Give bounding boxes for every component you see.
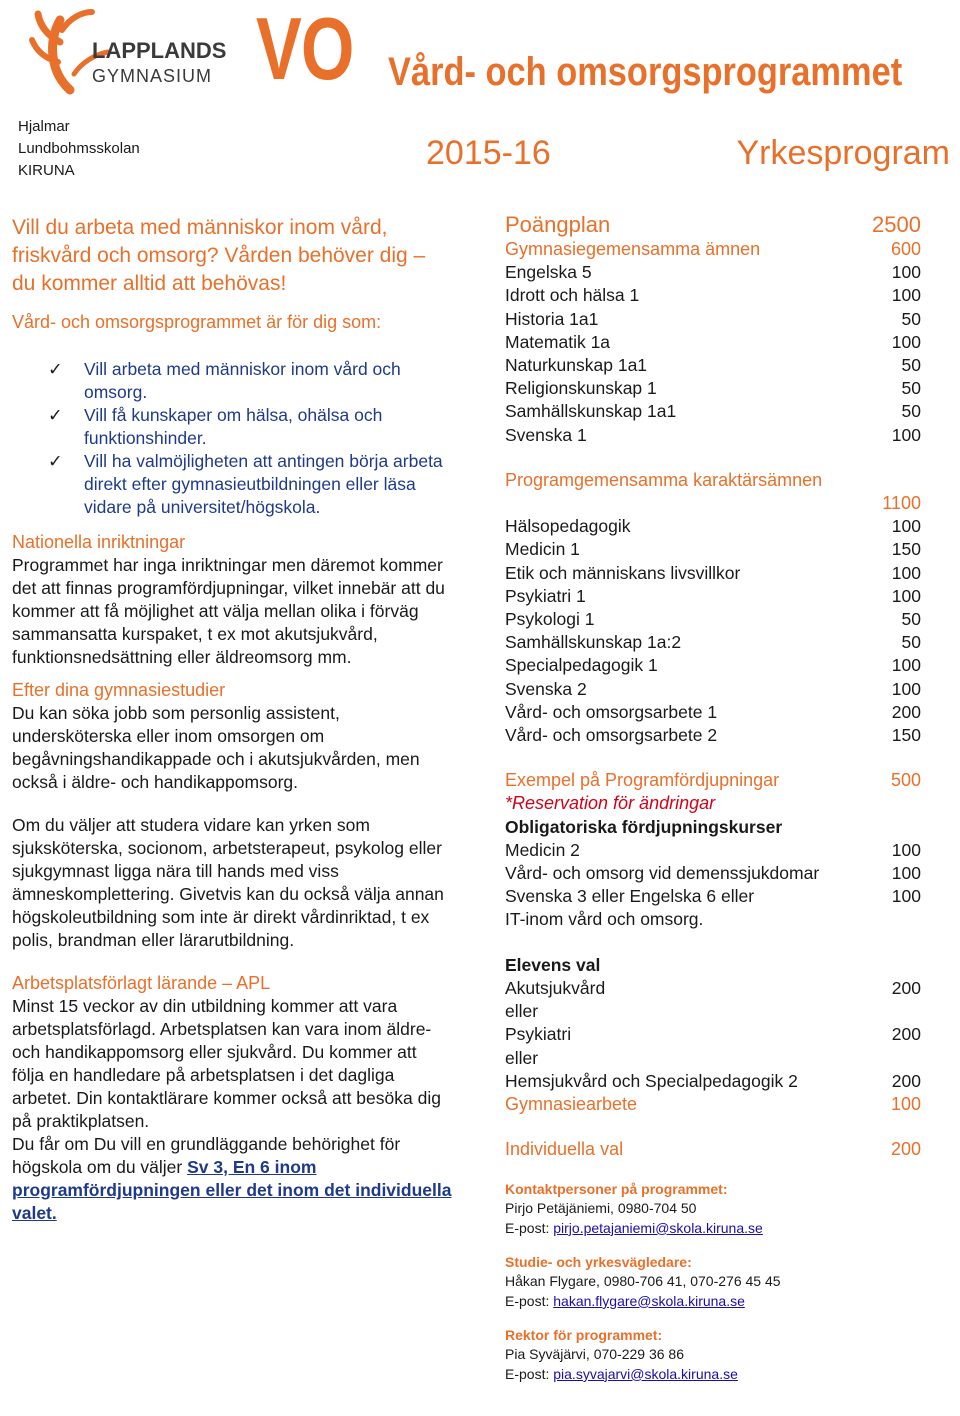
- list-item-text: Vill arbeta med människor inom vård och omsorg.: [84, 359, 401, 402]
- course-name: Psykiatri 1: [505, 585, 586, 606]
- course-name: Svenska 3 eller Engelska 6 eller: [505, 886, 755, 907]
- gymarb-points: 100: [890, 1093, 921, 1114]
- ex-course-list: [505, 839, 921, 932]
- course-row: [505, 908, 921, 931]
- course-name: Religionskunskap 1: [505, 378, 657, 399]
- section-text-apl: Minst 15 veckor av din utbildning kommer att vara arbetsplatsförlagd. Arbetsplatsen kan vara inom äldre- och handikappomsorg eller sjukvård. Du kommer att följa en handledare på arbetsplatsen i det dagliga arbetet. Din kontaktlärare kommer också att besöka dig på praktikplatsen.: [12, 996, 441, 1131]
- program-code: VO: [256, 0, 354, 98]
- section-text-further-studies: Om du väljer att studera vidare kan yrken som sjuksköterska, socionom, arbetsterapeut, psykolog eller sjukgymnast ligga nära till hands med viss ämneskomplettering. Givetvis kan du också välja annan högskoleutbildning som inte är direkt vårdinriktad, t ex polis, brandman eller lärarutbildning.: [12, 815, 444, 950]
- course-name: Matematik 1a: [505, 331, 611, 352]
- contact-block: [505, 1179, 921, 1238]
- course-row: [505, 678, 921, 701]
- course-points: 200: [891, 1024, 921, 1045]
- course-row: [505, 977, 921, 1000]
- contact-email-row: [505, 1365, 921, 1385]
- course-points: 100: [891, 886, 921, 907]
- school-name: [18, 116, 140, 182]
- list-item: [12, 450, 452, 519]
- list-item: [12, 358, 452, 404]
- gym-header: [505, 238, 921, 261]
- contact-line: Pirjo Petäjäniemi, 0980-704 50: [505, 1200, 697, 1217]
- course-row: [505, 562, 921, 585]
- section-heading-apl: Arbetsplatsförlagt lärande – APL: [12, 973, 271, 993]
- course-name: Medicin 1: [505, 539, 580, 560]
- gym-course-list: [505, 261, 921, 447]
- logo-line2: GYMNASIUM: [92, 66, 213, 86]
- email-link[interactable]: pia.syvajarvi@skola.kiruna.se: [553, 1365, 738, 1382]
- contact-heading: Studie- och yrkesvägledare:: [505, 1254, 692, 1271]
- course-name: IT-inom vård och omsorg.: [505, 909, 704, 930]
- course-name: Akutsjukvård: [505, 977, 606, 998]
- course-row: [505, 1000, 921, 1023]
- contact-block: [505, 1325, 921, 1384]
- reservation-text: *Reservation för ändringar: [505, 793, 716, 814]
- prog-total-row: [505, 492, 921, 515]
- email-link[interactable]: pirjo.petajaniemi@skola.kiruna.se: [553, 1219, 763, 1236]
- intro-text: Vill du arbeta med människor inom vård, friskvård och omsorg? Vården behöver dig – du kommer alltid att behövas!: [12, 216, 426, 295]
- list-item: [12, 404, 452, 450]
- elev-label: Elevens val: [505, 954, 601, 975]
- antler-logo-icon: [30, 2, 227, 102]
- course-name: Specialpedagogik 1: [505, 655, 658, 676]
- checkmark-icon: ✓: [48, 359, 63, 379]
- course-row: [505, 284, 921, 307]
- ex-total: 500: [890, 770, 921, 791]
- contact-email-row: [505, 1292, 921, 1312]
- course-row: [505, 308, 921, 331]
- course-points: 50: [901, 401, 921, 422]
- points-plan-header: [505, 212, 921, 238]
- gymarb-row: [505, 1093, 921, 1116]
- course-points: 150: [891, 539, 921, 560]
- school-line: Hjalmar: [18, 118, 70, 135]
- course-points: 100: [891, 331, 921, 352]
- program-title: Vård- och omsorgsprogrammet: [388, 50, 903, 94]
- course-points: 100: [891, 839, 921, 860]
- course-points: 50: [901, 355, 921, 376]
- course-points: 100: [891, 655, 921, 676]
- course-points: 100: [891, 562, 921, 583]
- course-row: [505, 424, 921, 447]
- gymarb-label: Gymnasiearbete: [505, 1093, 638, 1114]
- course-name: Naturkunskap 1a1: [505, 355, 648, 376]
- section-text-efter: Du kan söka jobb som personlig assistent, undersköterska eller inom omsorgen om begåvningshandikappade och i akutsjukvården, men också i äldre- och handikappomsorg.: [12, 703, 420, 792]
- course-row: [505, 261, 921, 284]
- course-name: Vård- och omsorgsarbete 2: [505, 725, 718, 746]
- ex-label: Exempel på Programfördjupningar: [505, 770, 780, 791]
- school-logo: [30, 2, 227, 102]
- email-label: E-post:: [505, 1219, 554, 1236]
- course-points: 50: [901, 308, 921, 329]
- course-name: eller: [505, 1047, 539, 1068]
- oblig-header: [505, 816, 921, 839]
- course-row: [505, 1023, 921, 1046]
- course-name: Hälsopedagogik: [505, 516, 631, 537]
- course-row: [505, 515, 921, 538]
- points-plan-total: 2500: [872, 212, 921, 237]
- course-name: Etik och människans livsvillkor: [505, 562, 741, 583]
- reservation-note: [505, 792, 921, 815]
- section-heading-efter: Efter dina gymnasiestudier: [12, 680, 226, 700]
- course-row: [505, 631, 921, 654]
- course-points: 100: [891, 285, 921, 306]
- course-row: [505, 377, 921, 400]
- audience-lead: Vård- och omsorgsprogrammet är för dig som:: [12, 312, 382, 332]
- audience-checklist: [12, 358, 452, 519]
- course-name: Psykiatri: [505, 1024, 572, 1045]
- course-points: 200: [891, 1070, 921, 1091]
- course-row: [505, 354, 921, 377]
- behorighet-text: Du får om Du vill en grundläggande behörighet för högskola om du väljer: [12, 1134, 401, 1177]
- course-points: 100: [891, 678, 921, 699]
- ind-points: 200: [890, 1139, 921, 1160]
- course-name: Engelska 5: [505, 262, 592, 283]
- ind-row: [505, 1138, 921, 1161]
- school-year: 2015-16: [426, 134, 551, 172]
- course-row: [505, 400, 921, 423]
- section-heading-nationella: Nationella inriktningar: [12, 532, 186, 552]
- course-points: 100: [891, 424, 921, 445]
- prog-header: [505, 469, 921, 492]
- course-points: 50: [901, 609, 921, 630]
- contact-heading: Rektor för programmet:: [505, 1327, 663, 1344]
- course-points: 100: [891, 585, 921, 606]
- course-row: [505, 724, 921, 747]
- course-points: 100: [891, 516, 921, 537]
- section-text-nationella: Programmet har inga inriktningar men däremot kommer det att finnas programfördjupningar, vilket innebär att du kommer att få möjlighet att välja mellan olika i förväg sammansatta kurspaket, t ex mot akutsjukvård, funktionsnedsättning eller äldreomsorg mm.: [12, 555, 445, 667]
- course-row: [505, 538, 921, 561]
- behorighet-highlight: Sv 3, En 6 inom programfördjupningen eller det inom det individuella valet.: [12, 1157, 452, 1223]
- course-name: Psykologi 1: [505, 609, 595, 630]
- checkmark-icon: ✓: [48, 405, 63, 425]
- course-name: Historia 1a1: [505, 308, 599, 329]
- logo-line1: LAPPLANDS: [92, 38, 227, 63]
- course-name: Svenska 2: [505, 678, 587, 699]
- course-row: [505, 585, 921, 608]
- ex-header: [505, 769, 921, 792]
- program-type: Yrkesprogram: [736, 134, 950, 172]
- email-link[interactable]: hakan.flygare@skola.kiruna.se: [553, 1292, 745, 1309]
- course-name: Idrott och hälsa 1: [505, 285, 640, 306]
- left-column: [12, 214, 452, 1225]
- course-row: [505, 1070, 921, 1093]
- email-label: E-post:: [505, 1292, 554, 1309]
- list-item-text: Vill få kunskaper om hälsa, ohälsa och funktionshinder.: [84, 405, 383, 448]
- contact-heading: Kontaktpersoner på programmet:: [505, 1181, 728, 1198]
- checkmark-icon: ✓: [48, 451, 63, 471]
- course-name: Vård- och omsorgsarbete 1: [505, 701, 718, 722]
- course-row: [505, 331, 921, 354]
- course-row: [505, 839, 921, 862]
- list-item-text: Vill ha valmöjligheten att antingen börja arbeta direkt efter gymnasieutbildningen eller läsa vidare på universitet/högskola.: [84, 451, 443, 517]
- course-name: eller: [505, 1001, 539, 1022]
- course-row: [505, 701, 921, 724]
- ind-label: Individuella val: [505, 1139, 624, 1160]
- course-name: Medicin 2: [505, 839, 580, 860]
- course-points: 50: [901, 632, 921, 653]
- course-row: [505, 1047, 921, 1070]
- elev-course-list: [505, 977, 921, 1093]
- email-label: E-post:: [505, 1365, 554, 1382]
- gym-label: Gymnasiegemensamma ämnen: [505, 239, 761, 259]
- course-row: [505, 862, 921, 885]
- oblig-label: Obligatoriska fördjupningskurser: [505, 816, 783, 837]
- course-name: Samhällskunskap 1a:2: [505, 632, 682, 653]
- elev-header: [505, 954, 921, 977]
- contact-block: [505, 1252, 921, 1311]
- contact-line: Håkan Flygare, 0980-706 41, 070-276 45 45: [505, 1273, 781, 1290]
- course-points: 100: [891, 863, 921, 884]
- contact-line: Pia Syväjärvi, 070-229 36 86: [505, 1346, 684, 1363]
- course-row: [505, 885, 921, 908]
- course-name: Svenska 1: [505, 424, 587, 445]
- right-column: [505, 212, 921, 1398]
- prog-total: 1100: [882, 493, 921, 514]
- course-name: Hemsjukvård och Specialpedagogik 2: [505, 1070, 798, 1091]
- course-name: Vård- och omsorg vid demenssjukdomar: [505, 863, 820, 884]
- contact-email-row: [505, 1219, 921, 1239]
- course-points: 50: [901, 378, 921, 399]
- course-points: 100: [891, 262, 921, 283]
- prog-course-list: [505, 515, 921, 747]
- points-plan-label: Poängplan: [505, 212, 611, 237]
- course-name: Samhällskunskap 1a1: [505, 401, 677, 422]
- section-text-behorighet: [12, 1133, 452, 1225]
- course-row: [505, 654, 921, 677]
- school-line: Lundbohmsskolan: [18, 140, 140, 157]
- course-points: 200: [891, 977, 921, 998]
- course-points: 150: [891, 725, 921, 746]
- contacts-section: [505, 1179, 921, 1384]
- course-row: [505, 608, 921, 631]
- prog-label: Programgemensamma karaktärsämnen: [505, 469, 823, 490]
- gym-total: 600: [890, 239, 921, 259]
- course-points: 200: [891, 701, 921, 722]
- school-line: KIRUNA: [18, 162, 75, 179]
